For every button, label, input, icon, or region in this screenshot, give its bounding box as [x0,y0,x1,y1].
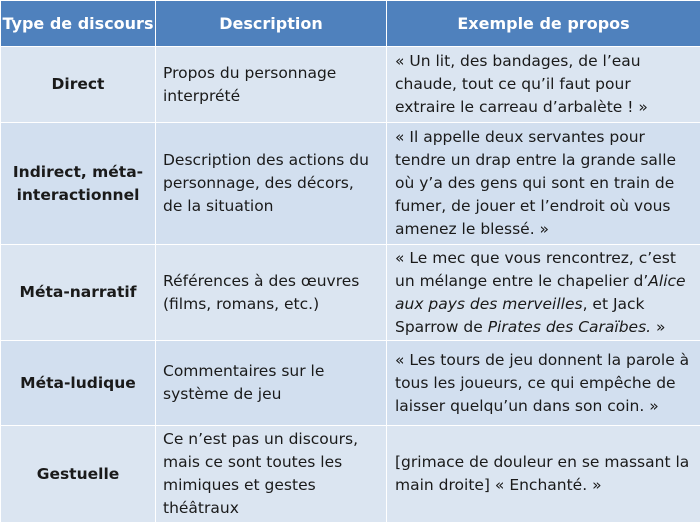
work-title-pirates: Pirates des Caraïbes. [488,318,651,336]
description-cell: Commentaires sur le système de jeu [156,341,387,426]
example-text-part: « Le mec que vous rencontrez, c’est un mélange entre le chapelier d’ [395,249,676,290]
description-cell: Ce n’est pas un discours, mais ce sont toutes les mimiques et gestes théâtraux [156,426,387,523]
table-row [1,245,700,341]
work-title-alice: Alice aux pays des merveilles [395,272,686,313]
table-row [1,426,700,523]
type-cell: Gestuelle [1,426,156,523]
type-cell: Direct [1,47,156,123]
example-cell: « Un lit, des bandages, de l’eau chaude, tout ce qu’il faut pour extraire le carreau d’arbalète ! » [387,47,700,123]
example-text-part: , et Jack Sparrow de [395,295,645,336]
example-cell: « Les tours de jeu donnent la parole à tous les joueurs, ce qui empêche de laisser quelqu’un dans son coin. » [387,341,700,426]
example-text-part: » [651,318,665,336]
description-cell: Description des actions du personnage, des décors, de la situation [156,123,387,245]
example-cell: [grimace de douleur en se massant la main droite] « Enchanté. » [387,426,700,523]
type-cell: Indirect, méta-interactionnel [1,123,156,245]
type-cell: Méta-ludique [1,341,156,426]
header-example: Exemple de propos [387,1,700,47]
header-type: Type de discours [1,1,156,47]
description-cell: Propos du personnage interprété [156,47,387,123]
type-cell: Méta-narratif [1,245,156,341]
table-row [1,341,700,426]
example-cell: « Il appelle deux servantes pour tendre un drap entre la grande salle où y’a des gens qui sont en train de fumer, de jouer et l’endroit où vous amenez le blessé. » [387,123,700,245]
header-description: Description [156,1,387,47]
table-header-row [1,1,700,47]
table-row [1,47,700,123]
description-cell: Références à des œuvres (films, romans, etc.) [156,245,387,341]
example-cell [387,245,700,341]
table-row [1,123,700,245]
